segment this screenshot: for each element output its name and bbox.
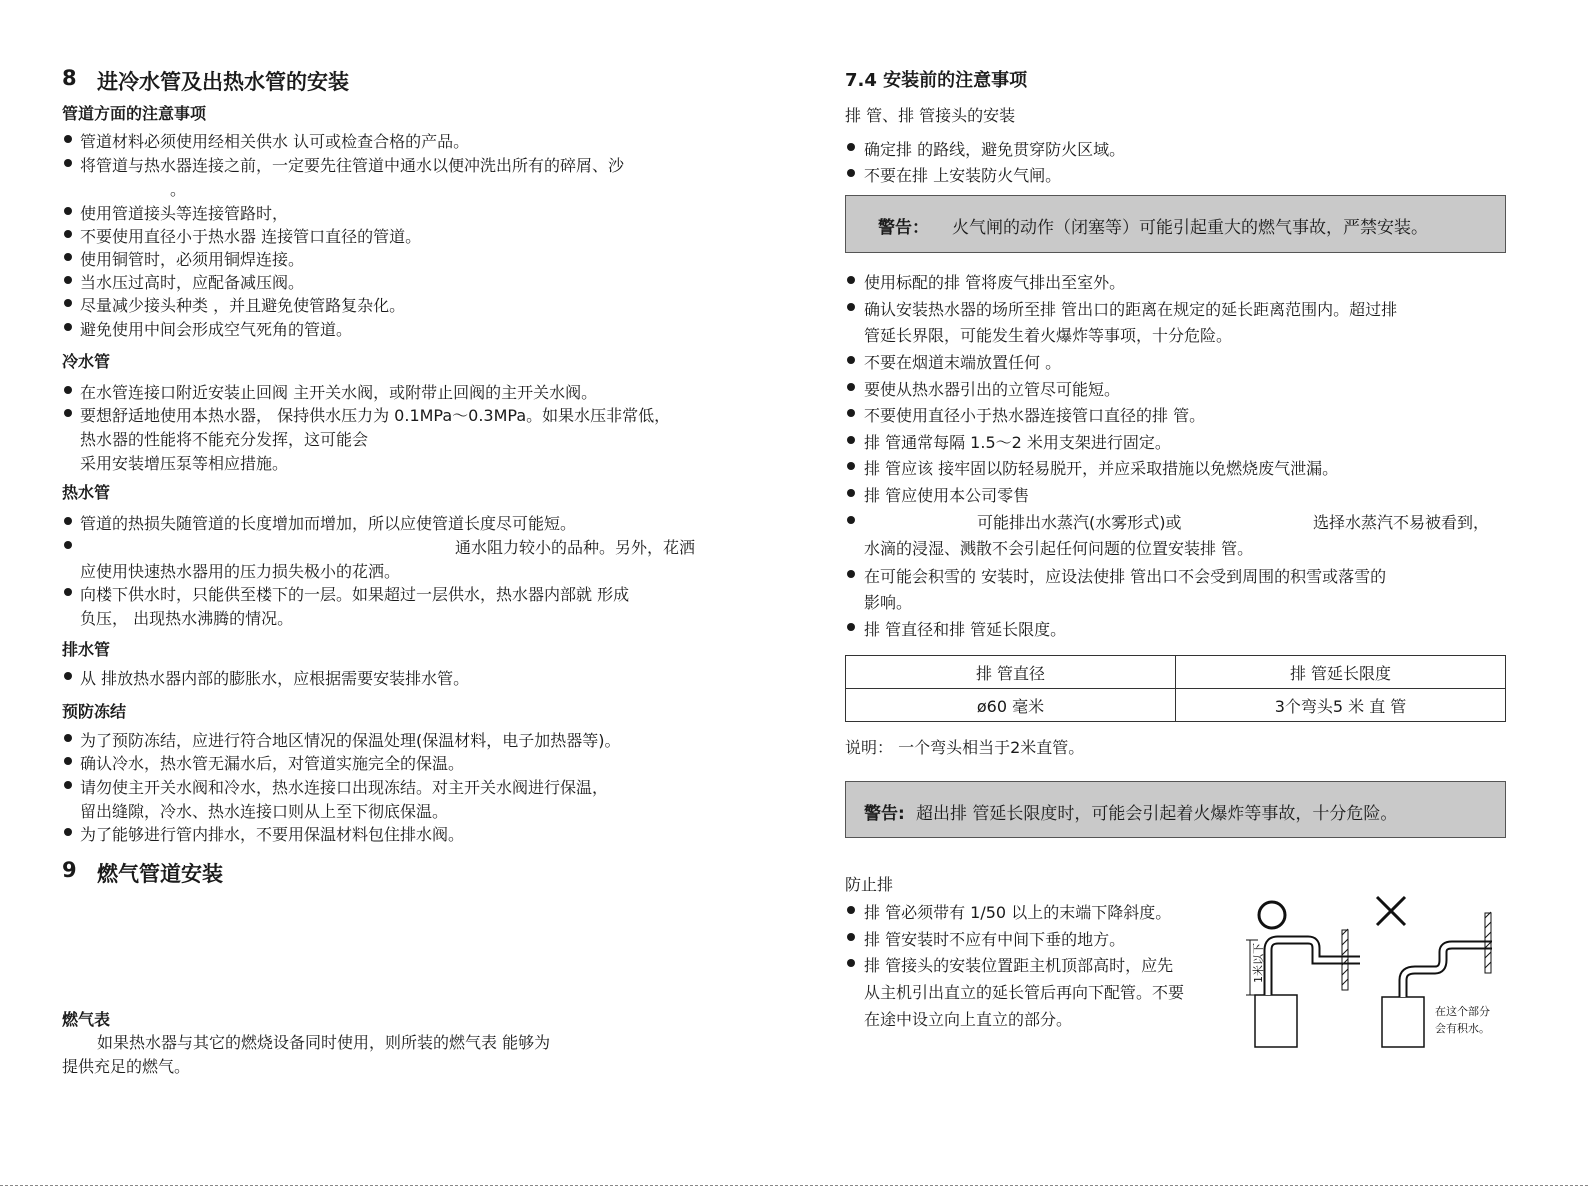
route-line: 不要在排 上安装防火气闸。 <box>864 166 1062 185</box>
warning-box-length-limit <box>845 781 1506 838</box>
exhaust-line: 不要使用直径小于热水器连接管口直径的排 管。 <box>864 406 1206 425</box>
prevent-line: 排 管接头的安装位置距主机顶部高时，应先 <box>864 956 1174 975</box>
warning-box-fire-damper <box>845 195 1506 253</box>
bullet-dot <box>64 299 72 307</box>
water-note-line-2: 会有积水。 <box>1435 1022 1490 1035</box>
table-header-cell: 排 管延长限度 <box>1176 656 1506 689</box>
exhaust-line: 可能排出水蒸汽(水雾形式)或 <box>977 513 1182 532</box>
table-header-row <box>846 656 1506 689</box>
bullet-dot <box>847 623 855 631</box>
bullet-dot <box>64 323 72 331</box>
exhaust-slope-diagram <box>1230 885 1520 1055</box>
page-bottom-dashed-rule <box>0 1185 1588 1186</box>
exhaust-line: 使用标配的排 管将废气排出至室外。 <box>864 273 1126 292</box>
gas-meter-heading: 燃气表 <box>62 1010 111 1029</box>
hot-pipe-heading: 热水管 <box>62 483 111 502</box>
table-cell: ø60 毫米 <box>846 689 1176 722</box>
prevent-line: 在途中设立向上直立的部分。 <box>864 1010 1073 1029</box>
bullet-dot <box>847 462 855 470</box>
pipe-note-line: 将管道与热水器连接之前，一定要先往管道中通水以便冲洗出所有的碎屑、沙 <box>80 156 625 175</box>
warning-text: 超出排 管延长限度时，可能会引起着火爆炸等事故，十分危险。 <box>916 804 1398 824</box>
pipe-note-line: 。 <box>170 180 187 199</box>
ok-circle-icon <box>1259 902 1285 928</box>
warning-text: 火气闸的动作（闭塞等）可能引起重大的燃气事故，严禁安装。 <box>952 218 1428 238</box>
exhaust-spec-table <box>845 655 1506 722</box>
freeze-line: 请勿使主开关水阀和冷水，热水连接口出现冻结。对主开关水阀进行保温， <box>80 778 609 797</box>
bullet-dot <box>64 409 72 417</box>
drain-pipe-heading: 排水管 <box>62 640 111 659</box>
section-7-4-title: 7.4 安装前的注意事项 <box>845 70 1028 91</box>
bullet-dot <box>64 541 72 549</box>
hot-pipe-line: 应使用快速热水器用的压力损失极小的花洒。 <box>80 562 401 581</box>
table-cell: 3个弯头5 米 直 管 <box>1176 689 1506 722</box>
exhaust-line: 排 管通常每隔 1.5～2 米用支架进行固定。 <box>864 433 1171 452</box>
exhaust-line: 排 管应使用本公司零售 <box>864 486 1030 505</box>
bullet-dot <box>64 672 72 680</box>
bullet-dot <box>847 383 855 391</box>
pipe-note-line: 管道材料必须使用经相关供水 认可或检查合格的产品。 <box>80 132 470 151</box>
prevent-heading: 防止排 <box>845 875 894 894</box>
bullet-dot <box>847 276 855 284</box>
pipe-note-line: 当水压过高时，应配备减压阀。 <box>80 273 305 292</box>
bullet-dot <box>64 159 72 167</box>
bullet-dot <box>847 906 855 914</box>
bullet-dot <box>847 516 855 524</box>
exhaust-line: 影响。 <box>864 593 913 612</box>
bullet-dot <box>847 489 855 497</box>
exhaust-line: 排 管应该 接牢固以防轻易脱开，并应采取措施以免燃烧废气泄漏。 <box>864 459 1339 478</box>
exhaust-line: 水滴的浸湿、溅散不会引起任何问题的位置安装排 管。 <box>864 539 1254 558</box>
freeze-line: 留出缝隙，冷水、热水连接口则从上至下彻底保温。 <box>80 802 449 821</box>
gas-meter-line: 如果热水器与其它的燃烧设备同时使用，则所装的燃气表 能够为 <box>97 1033 551 1052</box>
exhaust-line: 在可能会积雪的 安装时，应设法使排 管出口不会受到周围的积雪或落雪的 <box>864 567 1387 586</box>
exhaust-line: 不要在烟道末端放置任何 。 <box>864 353 1062 372</box>
section-8-number: 8 <box>62 66 77 90</box>
pipe-note-line: 使用铜管时，必须用铜焊连接。 <box>80 250 305 269</box>
freeze-line: 确认冷水，热水管无漏水后，对管道实施完全的保温。 <box>80 754 465 773</box>
bullet-dot <box>64 386 72 394</box>
bullet-dot <box>847 933 855 941</box>
bullet-dot <box>64 781 72 789</box>
bullet-dot <box>847 409 855 417</box>
freeze-line: 为了预防冻结，应进行符合地区情况的保温处理(保温材料，电子加热器等)。 <box>80 731 621 750</box>
section-8-title: 进冷水管及出热水管的安装 <box>97 70 349 94</box>
bullet-dot <box>847 356 855 364</box>
table-header-cell: 排 管直径 <box>846 656 1176 689</box>
freeze-prevention-heading: 预防冻结 <box>62 702 127 721</box>
bullet-dot <box>64 734 72 742</box>
heater-unit-ok <box>1255 995 1297 1047</box>
pipe-note-line: 使用管道接头等连接管路时， <box>80 204 289 223</box>
bullet-dot <box>847 570 855 578</box>
prevent-line: 从主机引出直立的延长管后再向下配管。不要 <box>864 983 1185 1002</box>
drain-pipe-line: 从 排放热水器内部的膨胀水，应根据需要安装排水管。 <box>80 669 470 688</box>
cold-pipe-heading: 冷水管 <box>62 352 111 371</box>
hot-pipe-line: 负压， 出现热水沸腾的情况。 <box>80 609 294 628</box>
bullet-dot <box>847 169 855 177</box>
warning-label: 警告： <box>878 218 929 238</box>
pipe-notes-heading: 管道方面的注意事项 <box>62 104 207 123</box>
section-9-number: 9 <box>62 858 77 882</box>
warning-label: 警告: <box>864 804 905 824</box>
prevent-line: 排 管必须带有 1/50 以上的末端下降斜度。 <box>864 903 1172 922</box>
cold-pipe-line: 采用安装增压泵等相应措施。 <box>80 454 289 473</box>
heater-unit-ng <box>1382 997 1424 1047</box>
exhaust-line: 排 管直径和排 管延长限度。 <box>864 620 1067 639</box>
section-9-title: 燃气管道安装 <box>97 862 223 886</box>
gas-meter-line: 提供充足的燃气。 <box>62 1057 191 1076</box>
hot-pipe-line: 向楼下供水时，只能供至楼下的一层。如果超过一层供水，热水器内部就 形成 <box>80 585 630 604</box>
exhaust-line: 要使从热水器引出的立管尽可能短。 <box>864 380 1121 399</box>
pipe-note-line: 尽量减少接头种类 ，并且避免使管路复杂化。 <box>80 296 406 315</box>
hot-pipe-line: 通水阻力较小的品种。另外，花洒 <box>455 538 696 557</box>
elbow-note: 说明： 一个弯头相当于2米直管。 <box>845 738 1085 757</box>
bullet-dot <box>847 959 855 967</box>
exhaust-line: 管延长界限，可能发生着火爆炸等事项，十分危险。 <box>864 326 1233 345</box>
bullet-dot <box>64 757 72 765</box>
exhaust-line: 选择水蒸汽不易被看到， <box>1313 513 1490 532</box>
bullet-dot <box>64 230 72 238</box>
bullet-dot <box>64 135 72 143</box>
pipe-note-line: 避免使用中间会形成空气死角的管道。 <box>80 320 353 339</box>
bullet-dot <box>64 588 72 596</box>
exhaust-install-subtitle: 排 管、排 管接头的安装 <box>845 106 1016 125</box>
height-label: 1米以下 <box>1252 943 1265 983</box>
bullet-dot <box>847 303 855 311</box>
bullet-dot <box>64 207 72 215</box>
cold-pipe-line: 热水器的性能将不能充分发挥，这可能会 <box>80 430 369 449</box>
bullet-dot <box>847 436 855 444</box>
bullet-dot <box>64 828 72 836</box>
bullet-dot <box>64 517 72 525</box>
table-row <box>846 689 1506 722</box>
bullet-dot <box>64 276 72 284</box>
bullet-dot <box>847 143 855 151</box>
pipe-note-line: 不要使用直径小于热水器 连接管口直径的管道。 <box>80 227 422 246</box>
cold-pipe-line: 要想舒适地使用本热水器， 保持供水压力为 0.1MPa～0.3MPa。如果水压非常低， <box>80 406 671 425</box>
route-line: 确定排 的路线，避免贯穿防火区域。 <box>864 140 1126 159</box>
freeze-line: 为了能够进行管内排水，不要用保温材料包住排水阀。 <box>80 825 465 844</box>
exhaust-line: 确认安装热水器的场所至排 管出口的距离在规定的延长距离范围内。超过排 <box>864 300 1398 319</box>
prevent-line: 排 管安装时不应有中间下垂的地方。 <box>864 930 1126 949</box>
water-note-line-1: 在这个部分 <box>1435 1005 1490 1018</box>
bullet-dot <box>64 253 72 261</box>
hot-pipe-line: 管道的热损失随管道的长度增加而增加，所以应使管道长度尽可能短。 <box>80 514 577 533</box>
cold-pipe-line: 在水管连接口附近安装止回阀 主开关水阀，或附带止回阀的主开关水阀。 <box>80 383 598 402</box>
